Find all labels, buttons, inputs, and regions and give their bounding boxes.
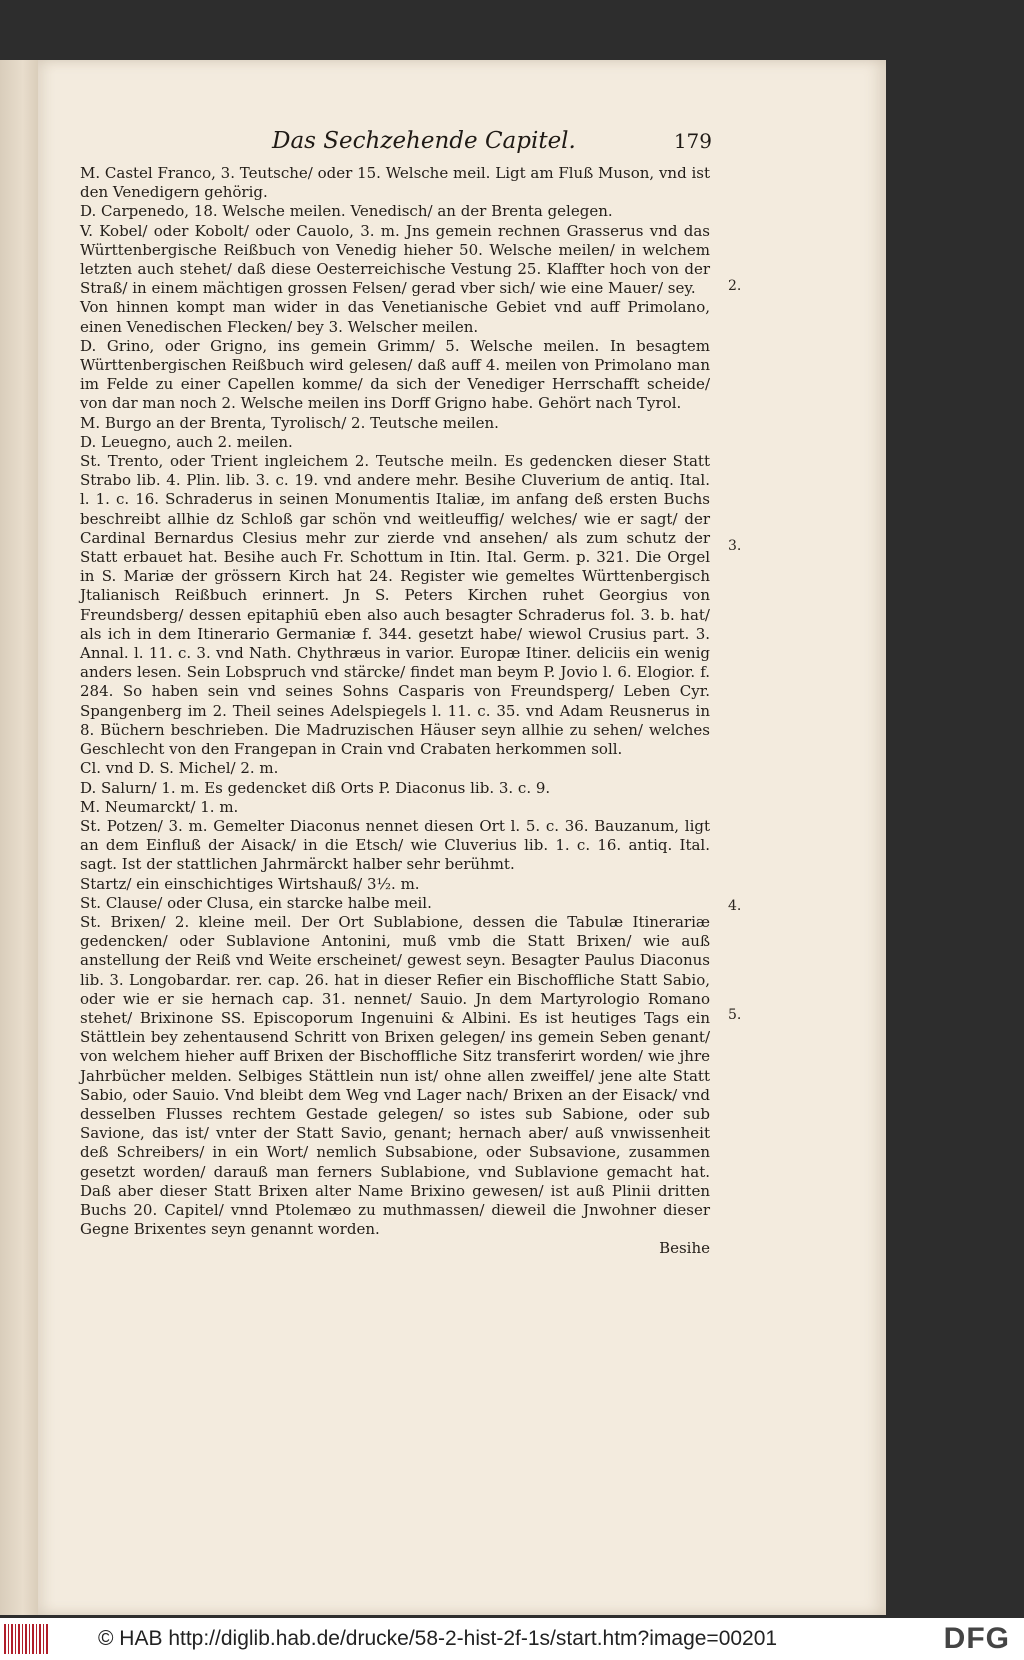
paragraph: St. Trento, oder Trient ingleichem 2. Teutsche meiln. Es gedencken dieser Statt Strabo lib. 4. Plin. lib. 3. c. 19. vnd andere mehr. Besihe Cluverium de antiq. Ital. l. 1. c. 16. Schraderus in seinen Monumentis Italiæ, im anfang deß ersten Buchs beschreibt allhie dz Schloß gar schön vnd weitleuffig/ welches/ wie er sagt/ der Cardinal Bernardus Clesius mehr zur zierde vnd ansehen/ als zum schutz der Statt erbauet hat. Besihe auch Fr. Schottum in Itin. Ital. Germ. p. 321. Die Orgel in S. Mariæ der grössern Kirch hat 24. Register wie gemeltes Württenbergisch Jtalianisch Reißbuch erinnert. Jn S. Peters Kirchen ruhet Georgius von Freundsberg/ dessen epitaphiū eben also auch besagter Schraderus fol. 3. b. hat/ als ich in dem Itinerario Germaniæ f. 344. gesetzt habe/ wiewol Crusius part. 3. Annal. l. 11. c. 3. vnd Nath. Chythræus in varior. Europæ Itiner. deliciis ein wenig anders lesen. Sein Lobspruch vnd stärcke/ findet man beym P. Jovio l. 6. Elogior. f. 284. So haben sein vnd seines Sohns Casparis von Freundsperg/ Leben Cyr. Spangenberg im 2. Theil seines Adelspiegels l. 11. c. 35. vnd Adam Reusnerus in 8. Büchern beschrieben. Die Madruzischen Häuser seyn allhie zu sehen/ welches Geschlecht von den Frangepan in Crain vnd Crabaten herkommen soll. <box>80 452 710 759</box>
paragraph: M. Castel Franco, 3. Teutsche/ oder 15. Welsche meil. Ligt am Fluß Muson, vnd ist den Venedigern gehörig. <box>80 164 710 202</box>
paragraph: D. Carpenedo, 18. Welsche meilen. Venedisch/ an der Brenta gelegen. <box>80 202 613 221</box>
paragraph: D. Leuegno, auch 2. meilen. <box>80 432 293 451</box>
dfg-logo: DFG <box>943 1622 1010 1655</box>
paragraph: Von hinnen kompt man wider in das Venetianische Gebiet vnd auff Primolano, einen Venedischen Flecken/ bey 3. Welscher meilen. <box>80 298 710 336</box>
margin-note: 5. <box>728 1007 742 1023</box>
catchword: Besihe <box>659 1239 710 1258</box>
paragraph: Startz/ ein einschichtiges Wirtshauß/ 3½. m. <box>80 874 420 893</box>
hab-logo <box>4 1624 50 1654</box>
running-title: Das Sechzehende Capitel. <box>272 128 576 154</box>
paragraph: St. Potzen/ 3. m. Gemelter Diaconus nennet diesen Ort l. 5. c. 36. Bauzanum, ligt an dem Einfluß der Aisack/ in die Etsch/ wie Cluverius lib. 1. c. 16. antiq. Ital. sagt. Ist der stattlichen Jahrmärckt halber sehr berühmt. <box>80 816 710 874</box>
margin-note: 4. <box>728 898 742 914</box>
page-header <box>272 128 712 160</box>
paragraph: M. Burgo an der Brenta, Tyrolisch/ 2. Teutsche meilen. <box>80 413 499 432</box>
footer-bar <box>0 1618 1024 1660</box>
paragraph: M. Neumarckt/ 1. m. <box>80 797 239 816</box>
source-url[interactable]: © HAB http://diglib.hab.de/drucke/58-2-hist-2f-1s/start.htm?image=00201 <box>98 1627 778 1650</box>
body-text <box>80 164 710 1259</box>
paragraph: D. Salurn/ 1. m. Es gedencket diß Orts P. Diaconus lib. 3. c. 9. <box>80 778 551 797</box>
margin-note: 2. <box>728 278 742 294</box>
paragraph: St. Clause/ oder Clusa, ein starcke halbe meil. <box>80 893 432 912</box>
page-number: 179 <box>673 129 712 153</box>
paragraph: D. Grino, oder Grigno, ins gemein Grimm/ 5. Welsche meilen. In besagtem Württenbergischen Reißbuch wird gelesen/ daß auff 4. meilen von Primolano man im Felde zu einer Capellen komme/ da sich der Venediger Herrschafft scheide/ von dar man noch 2. Welsche meilen ins Dorff Grigno habe. Gehört nach Tyrol. <box>80 336 710 413</box>
margin-note: 3. <box>728 538 742 554</box>
paragraph: V. Kobel/ oder Kobolt/ oder Cauolo, 3. m. Jns gemein rechnen Grasserus vnd das Württenbergische Reißbuch von Venedig hieher 50. Welsche meilen/ in welchem letzten auch stehet/ daß diese Oesterreichische Vestung 25. Klaffter hoch von der Straß/ in einem mächtigen grossen Felsen/ gerad vber sich/ wie eine Mauer/ sey. <box>80 221 710 298</box>
paragraph: St. Brixen/ 2. kleine meil. Der Ort Sublabione, dessen die Tabulæ Itinerariæ gedencken/ oder Sublavione Antonini, muß vmb die Statt Brixen/ wie auß anstellung der Reiß vnd Weite erscheinet/ gewest seyn. Besagter Paulus Diaconus lib. 3. Longobardar. rer. cap. 26. hat in dieser Refier ein Bischoffliche Statt Sabio, oder wie er sie hernach cap. 31. nennet/ Sauio. Jn dem Martyrologio Romano stehet/ Brixinone SS. Episcoporum Ingenuini & Albini. Es ist heutiges Tags ein Stättlein bey zehentausend Schritt von Brixen gelegen/ ins gemein Seben genant/ von welchem hieher auff Brixen der Bischoffliche Sitz transferirt worden/ wie jhre Jahrbücher melden. Selbiges Stättlein nun ist/ ohne allen zweiffel/ jene alte Statt Sabio, oder Sauio. Vnd bleibt dem Weg vnd Lager nach/ Brixen an der Eisack/ vnd desselben Flusses rechtem Gestade gelegen/ so istes sub Sabione, oder sub Savione, das ist/ vnter der Statt Savio, genant; hernach aber/ auß vnwissenheit deß Schreibers/ in ein Wort/ nemlich Subsabione, oder Subsavione, zusammen gesetzt worden/ darauß man ferners Sublabione, vnd Sublavione gemacht hat. Daß aber dieser Statt Brixen alter Name Brixino gewesen/ ist auß Plinii dritten Buchs 20. Capitel/ vnnd Ptolemæo zu muthmassen/ dieweil die Jnwohner dieser Gegne Brixentes seyn genannt worden. <box>80 912 710 1239</box>
paragraph: Cl. vnd D. S. Michel/ 2. m. <box>80 759 279 778</box>
